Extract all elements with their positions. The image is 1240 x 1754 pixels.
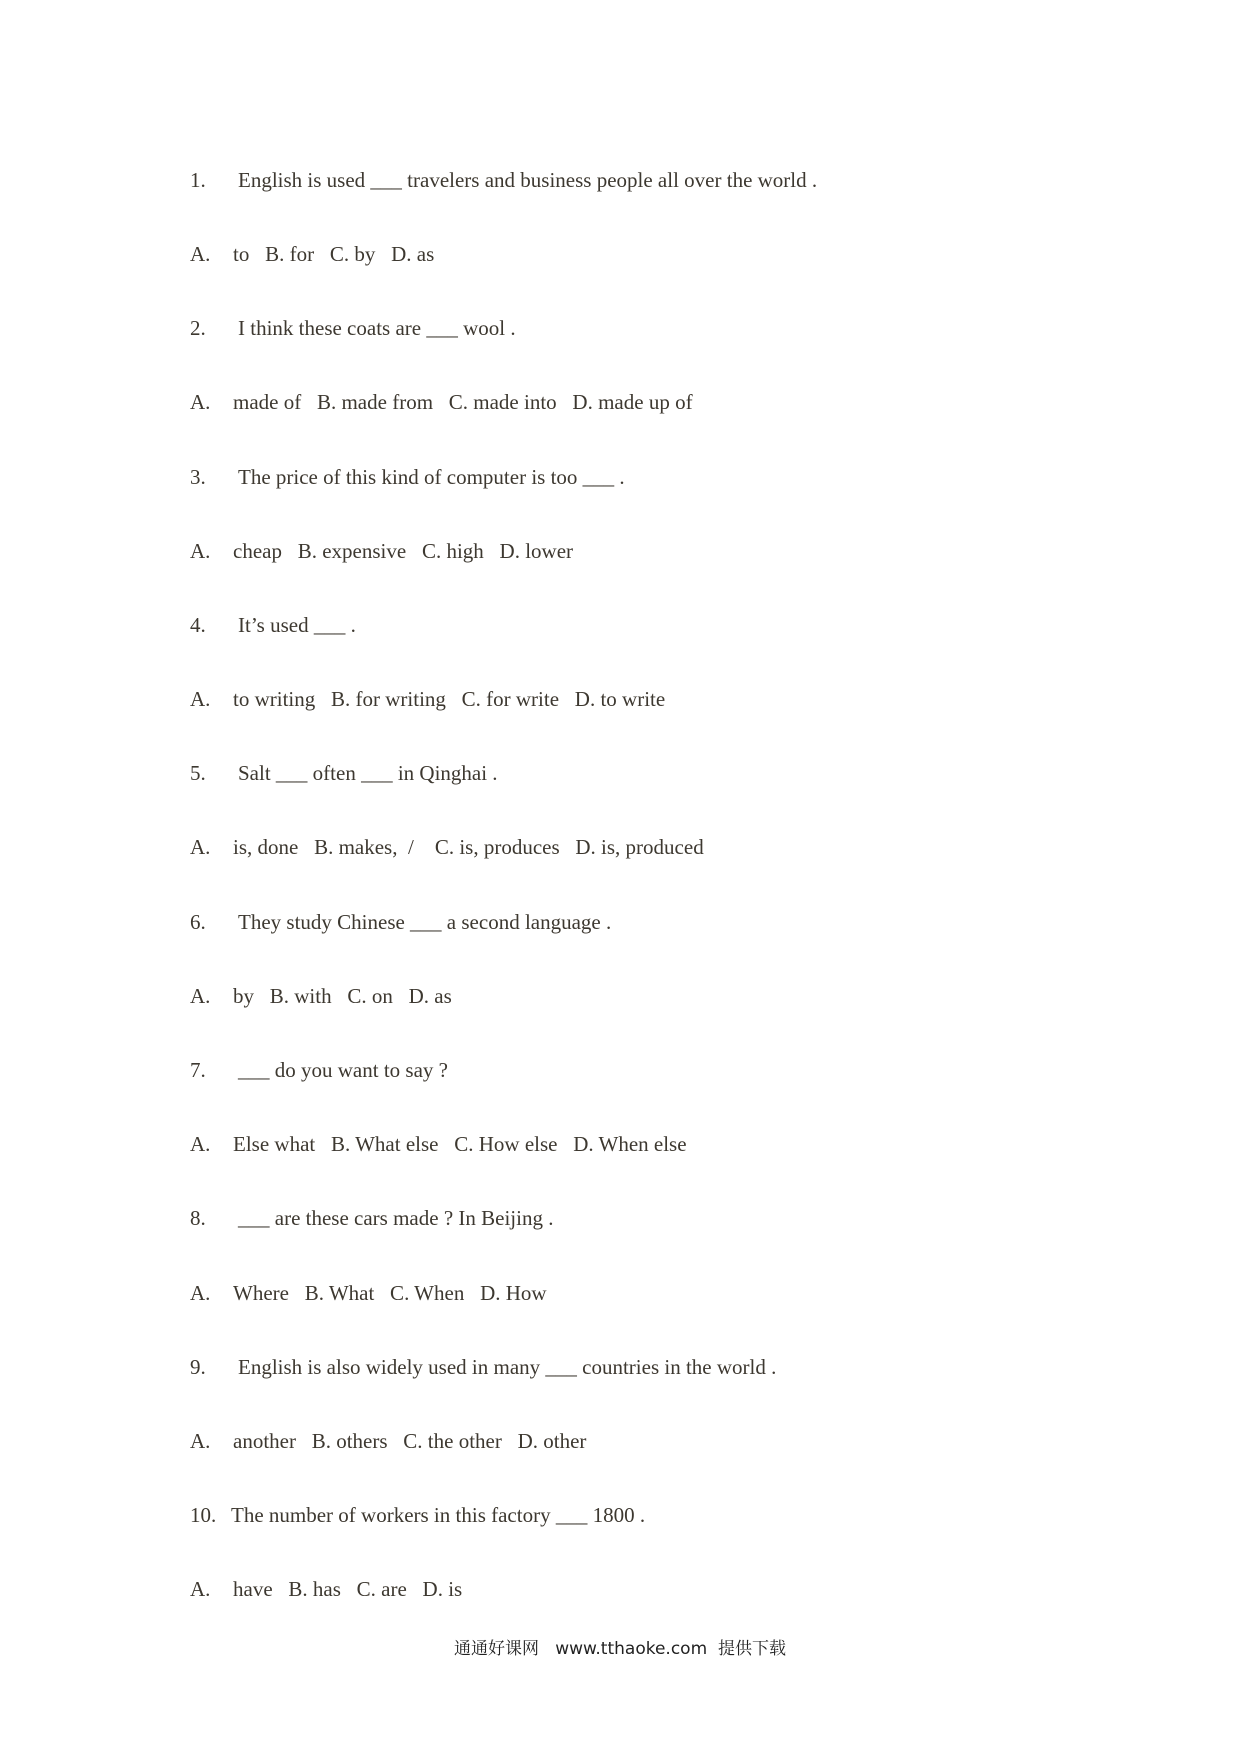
option-text: is, done B. makes, / C. is, produces D. is, produced — [233, 835, 704, 859]
option-letter: A. — [190, 539, 211, 563]
question-stem — [190, 1353, 776, 1381]
question-text: I think these coats are ___ wool . — [238, 316, 516, 340]
question-text: It’s used ___ . — [238, 613, 356, 637]
question-text: English is used ___ travelers and business people all over the world . — [238, 168, 818, 192]
option-letter: A. — [190, 1132, 211, 1156]
option-letter: A. — [190, 1429, 211, 1453]
question-number: 10. — [190, 1503, 217, 1527]
option-text: Else what B. What else C. How else D. When else — [233, 1132, 687, 1156]
question-stem — [190, 759, 498, 787]
option-text: another B. others C. the other D. other — [233, 1429, 587, 1453]
question-text: ___ are these cars made ? In Beijing . — [238, 1206, 554, 1230]
question-stem — [190, 314, 516, 342]
question-text: The number of workers in this factory ___ 1800 . — [231, 1503, 646, 1527]
option-letter: A. — [190, 835, 211, 859]
question-number: 5. — [190, 761, 206, 785]
question-options — [190, 240, 434, 268]
question-options — [190, 982, 452, 1010]
option-letter: A. — [190, 687, 211, 711]
option-text: cheap B. expensive C. high D. lower — [233, 539, 574, 563]
question-options — [190, 1575, 462, 1603]
option-letter: A. — [190, 1577, 211, 1601]
question-number: 8. — [190, 1206, 206, 1230]
option-text: to writing B. for writing C. for write D. to write — [233, 687, 666, 711]
question-number: 2. — [190, 316, 206, 340]
question-options — [190, 685, 665, 713]
question-stem — [190, 1204, 553, 1232]
question-options — [190, 1130, 687, 1158]
question-stem — [190, 908, 611, 936]
option-text: Where B. What C. When D. How — [233, 1281, 547, 1305]
question-text: English is also widely used in many ___ countries in the world . — [238, 1355, 777, 1379]
question-stem — [190, 463, 625, 491]
option-text: made of B. made from C. made into D. made up of — [233, 390, 693, 414]
question-options — [190, 537, 573, 565]
option-text: have B. has C. are D. is — [233, 1577, 463, 1601]
footer-source-note: 通通好课网 www.tthaoke.com 提供下载 — [454, 1639, 786, 1659]
question-text: They study Chinese ___ a second language . — [238, 910, 612, 934]
option-text: to B. for C. by D. as — [233, 242, 435, 266]
question-text: The price of this kind of computer is too ___ . — [238, 465, 625, 489]
option-letter: A. — [190, 1281, 211, 1305]
question-stem — [190, 1501, 645, 1529]
option-letter: A. — [190, 242, 211, 266]
question-stem — [190, 166, 817, 194]
question-text: Salt ___ often ___ in Qinghai . — [238, 761, 498, 785]
question-number: 4. — [190, 613, 206, 637]
option-letter: A. — [190, 984, 211, 1008]
question-number: 9. — [190, 1355, 206, 1379]
question-options — [190, 1427, 586, 1455]
question-number: 1. — [190, 168, 206, 192]
question-options — [190, 1279, 547, 1307]
question-options — [190, 388, 693, 416]
option-text: by B. with C. on D. as — [233, 984, 452, 1008]
question-text: ___ do you want to say ? — [238, 1058, 448, 1082]
option-letter: A. — [190, 390, 211, 414]
question-stem — [190, 611, 356, 639]
question-number: 3. — [190, 465, 206, 489]
question-options — [190, 833, 704, 861]
question-number: 6. — [190, 910, 206, 934]
question-stem — [190, 1056, 448, 1084]
question-number: 7. — [190, 1058, 206, 1082]
